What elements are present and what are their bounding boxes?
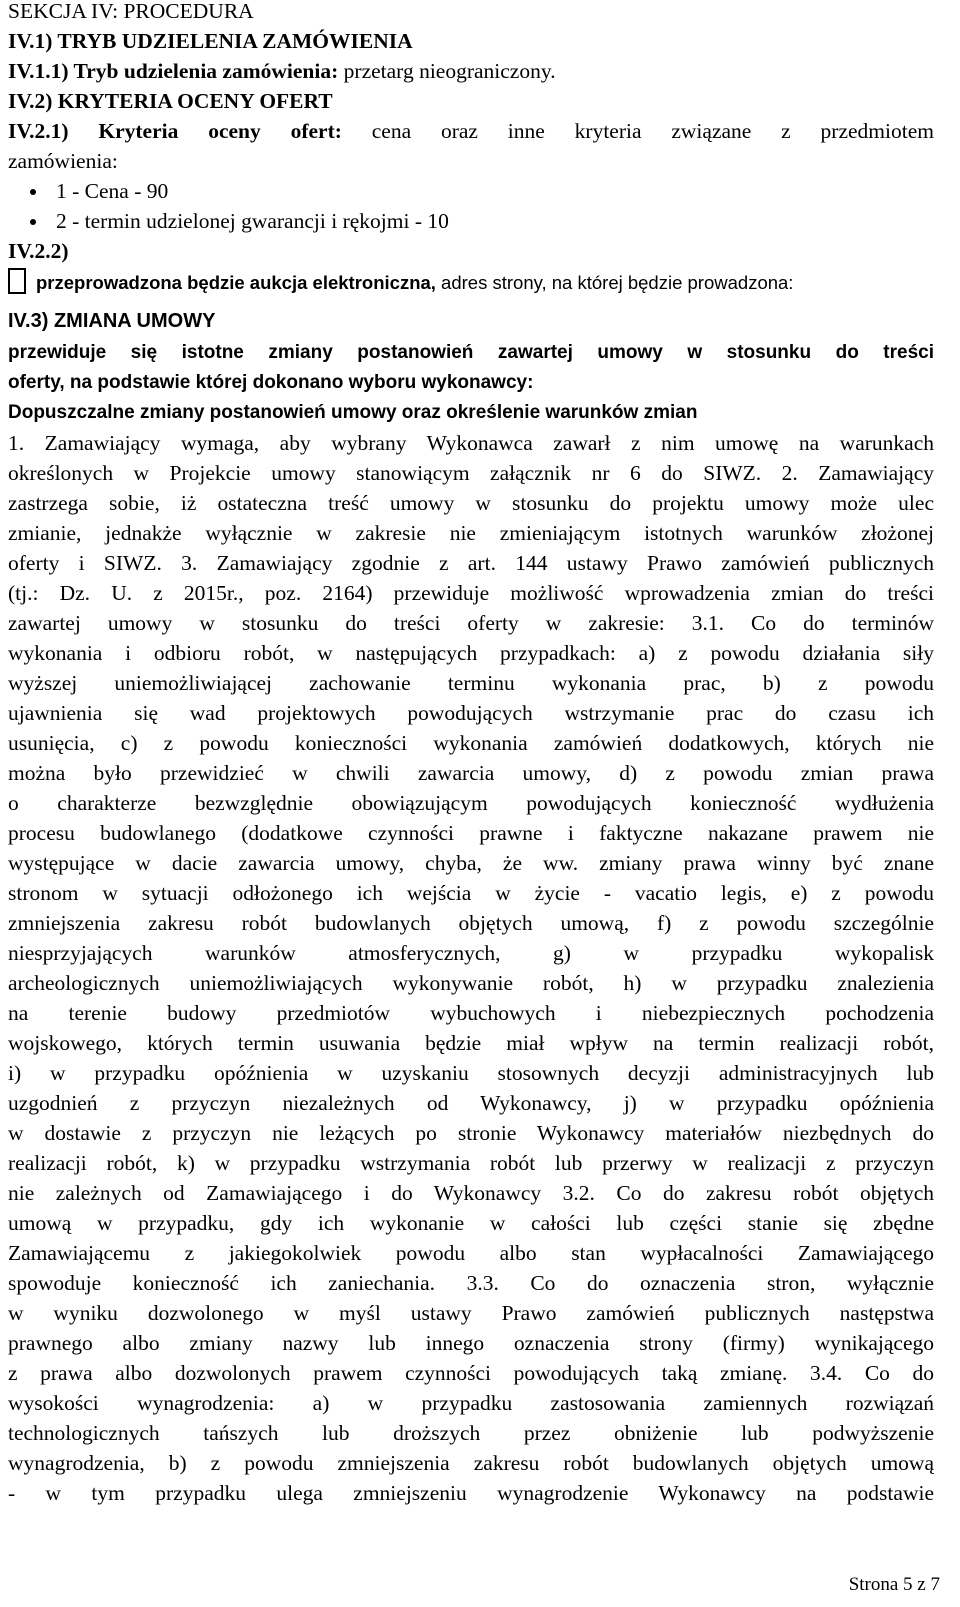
iv3-heading-text: IV.3) ZMIANA UMOWY <box>8 310 216 332</box>
iv21-value: cena oraz inne kryteria związane z przedmiotem <box>341 119 934 143</box>
body-line: występujące w dacie zawarcia umowy, chyba, że ww. zmiany prawa winny być znane <box>8 851 934 875</box>
auction-value: adres strony, na której będzie prowadzona: <box>435 272 794 293</box>
body-line: 1. Zamawiający wymaga, aby wybrany Wykonawca zawarł z nim umowę na warunkach <box>8 431 934 455</box>
body-line: wysokości wynagrodzenia: a) w przypadku zastosowania zamiennych rozwiązań <box>8 1391 934 1415</box>
iv3-bold-line-2: oferty, na podstawie której dokonano wyboru wykonawcy: <box>8 372 534 393</box>
iv22-label: IV.2.2) <box>8 239 69 263</box>
body-line: z prawa albo dozwolonych prawem czynności powodujących taką zmianę. 3.4. Co do <box>8 1361 934 1385</box>
body-line: - w tym przypadku ulega zmniejszeniu wynagrodzenie Wykonawcy na podstawie <box>8 1481 934 1505</box>
body-line: zmianie, jednakże wyłącznie w zakresie nie zmieniającym istotnych warunków złożonej <box>8 521 934 545</box>
body-line: w dostawie z przyczyn nie leżących po stronie Wykonawcy materiałów niezbędnych do <box>8 1121 934 1145</box>
iv1-heading: IV.1) TRYB UDZIELENIA ZAMÓWIENIA <box>8 29 413 53</box>
iv2-heading: IV.2) KRYTERIA OCENY OFERT <box>8 89 333 113</box>
auction-label: przeprowadzona będzie aukcja elektroniczna, <box>36 272 436 293</box>
iv21-label: IV.2.1) Kryteria oceny ofert: <box>8 119 342 143</box>
body-line: wykonania i odbioru robót, w następujących przypadkach: a) z powodu działania siły <box>8 641 934 665</box>
bullet-icon <box>30 219 36 225</box>
body-line: uzgodnień z przyczyn niezależnych od Wykonawcy, j) w przypadku opóźnienia <box>8 1091 934 1115</box>
body-line: określonych w Projekcie umowy stanowiącym załącznik nr 6 do SIWZ. 2. Zamawiający <box>8 461 934 485</box>
auction-checkbox[interactable] <box>8 268 26 294</box>
iv3-body-text <box>8 428 934 1508</box>
body-line: procesu budowlanego (dodatkowe czynności prawne i faktyczne nakazane prawem nie <box>8 821 934 845</box>
criteria-label-2: 2 - termin udzielonej gwarancji i rękojmi - 10 <box>56 209 449 233</box>
iv3-bold-line-3: Dopuszczalne zmiany postanowień umowy oraz określenie warunków zmian <box>8 402 698 423</box>
body-line: stronom w sytuacji odłożonego ich wejścia w życie - vacatio legis, e) z powodu <box>8 881 934 905</box>
body-line: niesprzyjających warunków atmosferycznych, g) w przypadku wykopalisk <box>8 941 934 965</box>
body-line: zastrzega sobie, iż ostateczna treść umowy w stosunku do projektu umowy może ulec <box>8 491 934 515</box>
bullet-icon <box>30 189 36 195</box>
body-line: wynagrodzenia, b) z powodu zmniejszenia zakresu robót budowlanych objętych umową <box>8 1451 934 1475</box>
body-line: spowoduje konieczność ich zaniechania. 3.3. Co do oznaczenia stron, wyłącznie <box>8 1271 934 1295</box>
body-line: zmniejszenia zakresu robót budowlanych objętych umową, f) z powodu szczególnie <box>8 911 934 935</box>
iv11-row <box>8 56 556 86</box>
body-line: oferty i SIWZ. 3. Zamawiający zgodnie z art. 144 ustawy Prawo zamówień publicznych <box>8 551 934 575</box>
iv11-label: IV.1.1) Tryb udzielenia zamówienia: <box>8 59 339 83</box>
iv21-block <box>8 116 934 146</box>
body-line: wyższej uniemożliwiającej zachowanie terminu wykonania prac, b) z powodu <box>8 671 934 695</box>
body-line: na terenie budowy przedmiotów wybuchowych i niebezpiecznych pochodzenia <box>8 1001 934 1025</box>
body-line: usunięcia, c) z powodu konieczności wykonania zamówień dodatkowych, których nie <box>8 731 934 755</box>
body-line: ujawnienia się wad projektowych powodujących wstrzymanie prac do czasu ich <box>8 701 934 725</box>
iv21-value-cont: zamówienia: <box>8 149 118 173</box>
auction-text <box>36 268 793 298</box>
page-number: Strona 5 z 7 <box>848 1574 940 1595</box>
criteria-item-2 <box>8 206 908 236</box>
criteria-label-1: 1 - Cena - 90 <box>56 179 169 203</box>
iv21-line <box>8 116 934 146</box>
body-line: Zamawiającemu z jakiegokolwiek powodu albo stan wypłacalności Zamawiającego <box>8 1241 934 1265</box>
body-line: archeologicznych uniemożliwiających wykonywanie robót, h) w przypadku znalezienia <box>8 971 934 995</box>
body-line: technologicznych tańszych lub droższych przez obniżenie lub podwyższenie <box>8 1421 934 1445</box>
iv11-value: przetarg nieograniczony. <box>338 59 556 83</box>
body-line: umową w przypadku, gdy ich wykonanie w całości lub części stanie się zbędne <box>8 1211 934 1235</box>
body-line: nie zależnych od Zamawiającego i do Wykonawcy 3.2. Co do zakresu robót objętych <box>8 1181 934 1205</box>
iv3-bold-line-1: przewiduje się istotne zmiany postanowień zawartej umowy w stosunku do treści <box>8 342 934 363</box>
section-heading: SEKCJA IV: PROCEDURA <box>8 0 254 23</box>
body-line: w wyniku dozwolonego w myśl ustawy Prawo zamówień publicznych następstwa <box>8 1301 934 1325</box>
body-line: i) w przypadku opóźnienia w uzyskaniu stosownych decyzji administracyjnych lub <box>8 1061 934 1085</box>
body-line: można było przewidzieć w chwili zawarcia umowy, d) z powodu zmian prawa <box>8 761 934 785</box>
iv3-heading <box>8 306 215 336</box>
body-line: (tj.: Dz. U. z 2015r., poz. 2164) przewiduje możliwość wprowadzenia zmian do treści <box>8 581 934 605</box>
body-line: wojskowego, których termin usuwania będzie miał wpływ na termin realizacji robót, <box>8 1031 934 1055</box>
auction-row <box>8 266 948 300</box>
criteria-item-1 <box>8 176 908 206</box>
body-line: prawnego albo zmiany nazwy lub innego oznaczenia strony (firmy) wynikającego <box>8 1331 934 1355</box>
body-line: o charakterze bezwzględnie obowiązującym powodujących konieczność wydłużenia <box>8 791 934 815</box>
iv3-bold-block <box>8 338 934 428</box>
body-line: realizacji robót, k) w przypadku wstrzymania robót lub przerwy w realizacji z przyczyn <box>8 1151 934 1175</box>
body-line: zawartej umowy w stosunku do treści oferty w zakresie: 3.1. Co do terminów <box>8 611 934 635</box>
